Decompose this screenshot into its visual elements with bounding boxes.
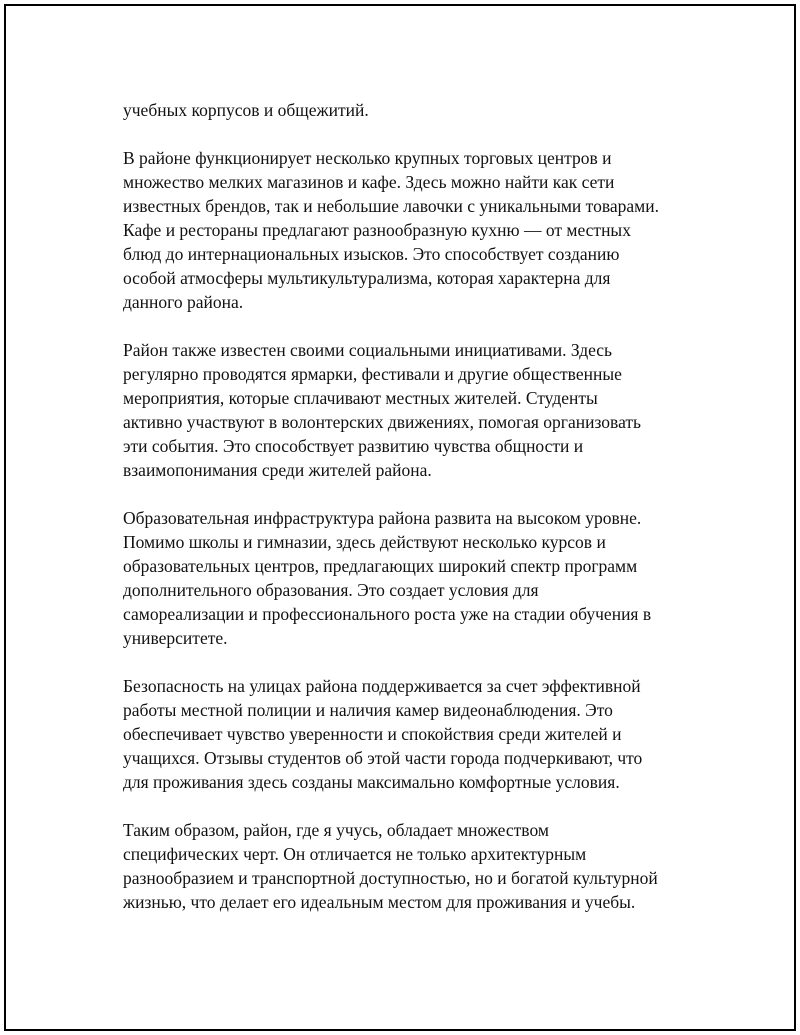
document-body <box>123 98 693 914</box>
page-frame <box>4 4 796 1031</box>
paragraph-education: Образовательная инфраструктура района развита на высоком уровне. Помимо школы и гимназии, здесь действуют несколько курсов и образовательных центров, предлагающих широкий спектр программ дополнительного образования. Это создает условия для самореализации и профессионального роста уже на стадии обучения в университете. <box>123 508 652 648</box>
paragraph-conclusion: Таким образом, район, где я учусь, обладает множеством специфических черт. Он отличается не только архитектурным разнообразием и транспортной доступностью, но и богатой культурной жизнью, что делает его идеальным местом для проживания и учебы. <box>123 820 658 912</box>
paragraph-continuation: учебных корпусов и общежитий. <box>123 100 369 120</box>
paragraph-shopping: В районе функционирует несколько крупных торговых центров и множество мелких магазинов и кафе. Здесь можно найти как сети известных брендов, так и небольшие лавочки с уникальными товарами. Кафе и рестораны предлагают разнообразную кухню — от местных блюд до интернациональных изысков. Это способствует созданию особой атмосферы мультикультурализма, которая характерна для данного района. <box>123 148 659 312</box>
paragraph-social-initiatives: Район также известен своими социальными инициативами. Здесь регулярно проводятся ярмарки, фестивали и другие общественные мероприятия, которые сплачивают местных жителей. Студенты активно участвуют в волонтерских движениях, помогая организовать эти события. Это способствует развитию чувства общности и взаимопонимания среди жителей района. <box>123 340 642 480</box>
paragraph-safety: Безопасность на улицах района поддерживается за счет эффективной работы местной полиции и наличия камер видеонаблюдения. Это обеспечивает чувство уверенности и спокойствия среди жителей и учащихся. Отзывы студентов об этой части города подчеркивают, что для проживания здесь созданы максимально комфортные условия. <box>123 676 643 792</box>
